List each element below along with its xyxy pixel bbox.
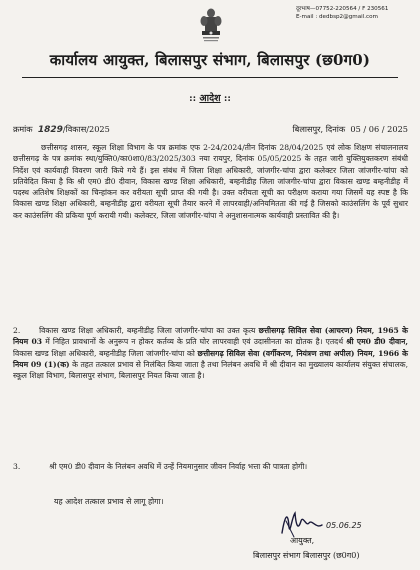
paragraph-1-text: छत्तीसगढ़ शासन, स्कूल शिक्षा विभाग के पत्र क्रमांक एफ 2-24/2024/तीन दिनांक 28/04/2025 एवं लोक शिक्षण संचालनालय छत्तीसगढ़ के पत्र क्रमांक स्था/युक्ति0/का0शा0/83/2025/303 नया रायपुर, दिनांक 05/05/2025 के तहत जारी युक्तियुक्तकरण संबंधी निर्देश एवं कार्यवाही विवरण जारी किये गये हैं। इस संबंध में जिला शिक्षा अधिकारी, जांजगीर-चांपा द्वारा कलेक्टर जिला जांजगीर-चांपा को प्रतिवेदित किया है कि श्री एम0 डी0 दीवान, विकास खण्ड शिक्षा अधिकारी, बम्हनीडीह जिला जांजगीर-चांपा द्वारा विकास खण्ड बम्हनीडीह में पदस्थ अतिशेष शिक्षकों का चिन्हांकन कर वरीयता सूची प्राप्त की गयी है। उक्त वरीयता सूची का परीक्षण कराया गया जिसमें यह स्पष्ट है कि विकास खण्ड शिक्षा अधिकारी, बम्हनीडीह द्वारा वरीयता सूची तैयार करने में लापरवाही/अनियमितता की गई है जिसको काउंसलिंग के पूर्व सुधार कर काउंसलिंग की प्रकिया पूर्ण करायी गयी। कलेक्टर, जिला जांजगीर-चांपा ने अनुशासनात्मक कार्यवाही प्रस्तावित की है। bbox=[13, 143, 409, 220]
office-title: कार्यालय आयुक्त, बिलासपुर संभाग, बिलासपुर (छ0ग0) bbox=[49, 51, 371, 69]
paragraph-2-text-e: विकास खण्ड शिक्षा अधिकारी, बम्हनीडीह जिला जांजगीर-चांपा को bbox=[13, 348, 195, 358]
memo-date bbox=[293, 124, 408, 135]
heading-ornament: :: bbox=[220, 93, 231, 104]
phone-number: दूरभाष—07752-220564 / F 230561 bbox=[296, 6, 389, 12]
paragraph-2-number: 2. bbox=[13, 326, 21, 335]
signatory-title: आयुक्त, bbox=[290, 536, 315, 545]
paragraph-2-text-g: के तहत तत्काल प्रभाव से निलंबित किया जाता है तथा निलंबन अवधि में श्री दीवान का मुख्यालय कार्यालय संयुक्त संचालक, स्कूल शिक्षा विभाग, बिलासपुर संभाग, बिलासपुर नियत किया जाता है। bbox=[13, 359, 408, 381]
paragraph-2-text-c: में निहित प्रावधानों के अनुरूप न होकर कर्तव्य के प्रति घोर लापरवाही एवं उदासीनता का द्योतक है। एतदर्थ bbox=[45, 337, 344, 347]
paragraph-3-text: श्री एम0 डी0 दीवान के निलंबन अवधि में उन्हें नियमानुसार जीवन निर्वाह भत्ता की पात्रता होगी। bbox=[49, 462, 308, 471]
order-heading bbox=[0, 91, 420, 104]
signature-date: 05.06.25 bbox=[326, 521, 362, 530]
signatory-office: बिलासपुर संभाग बिलासपुर (छ0ग0) bbox=[253, 551, 360, 560]
header-divider bbox=[22, 77, 398, 78]
paragraph-2-text-a: विकास खण्ड शिक्षा अधिकारी, बम्हनीडीह जिला जांजगीर-चांपा का उक्त कृत्य bbox=[39, 326, 256, 335]
paragraph-3 bbox=[13, 461, 408, 472]
order-heading-text: आदेश bbox=[199, 93, 221, 104]
email-address: E-mail : dedbsp2@gmail.com bbox=[296, 13, 378, 20]
order-date: 05 / 06 / 2025 bbox=[350, 124, 408, 134]
memo-reference bbox=[13, 124, 110, 135]
place-date-label: बिलासपुर, दिनांक bbox=[292, 124, 346, 134]
heading-ornament: :: bbox=[189, 93, 200, 104]
paragraph-2 bbox=[13, 325, 408, 381]
paragraph-3-number: 3. bbox=[13, 462, 21, 471]
letterhead-contact bbox=[296, 6, 388, 21]
paragraph-1 bbox=[13, 142, 408, 221]
state-emblem-icon bbox=[196, 6, 226, 48]
officer-name: श्री एम0 डी0 दीवान, bbox=[346, 337, 408, 347]
cca-rules-reference: छत्तीसगढ़ सिविल सेवा (वर्गीकरण, नियंत्रण तथा अपील) नियम, 1966 के नियम 09 (1)(क) bbox=[13, 348, 408, 369]
effect-statement: यह आदेश तत्काल प्रभाव से लागू होगा। bbox=[54, 497, 164, 506]
conduct-rules-reference: छत्तीसगढ़ सिविल सेवा (आचरण) नियम, 1965 के नियम 03 bbox=[13, 326, 408, 347]
memo-suffix: /विकास/2025 bbox=[62, 124, 110, 134]
memo-number: 1829 bbox=[37, 125, 63, 135]
memo-prefix: क्रमांक bbox=[13, 124, 33, 134]
